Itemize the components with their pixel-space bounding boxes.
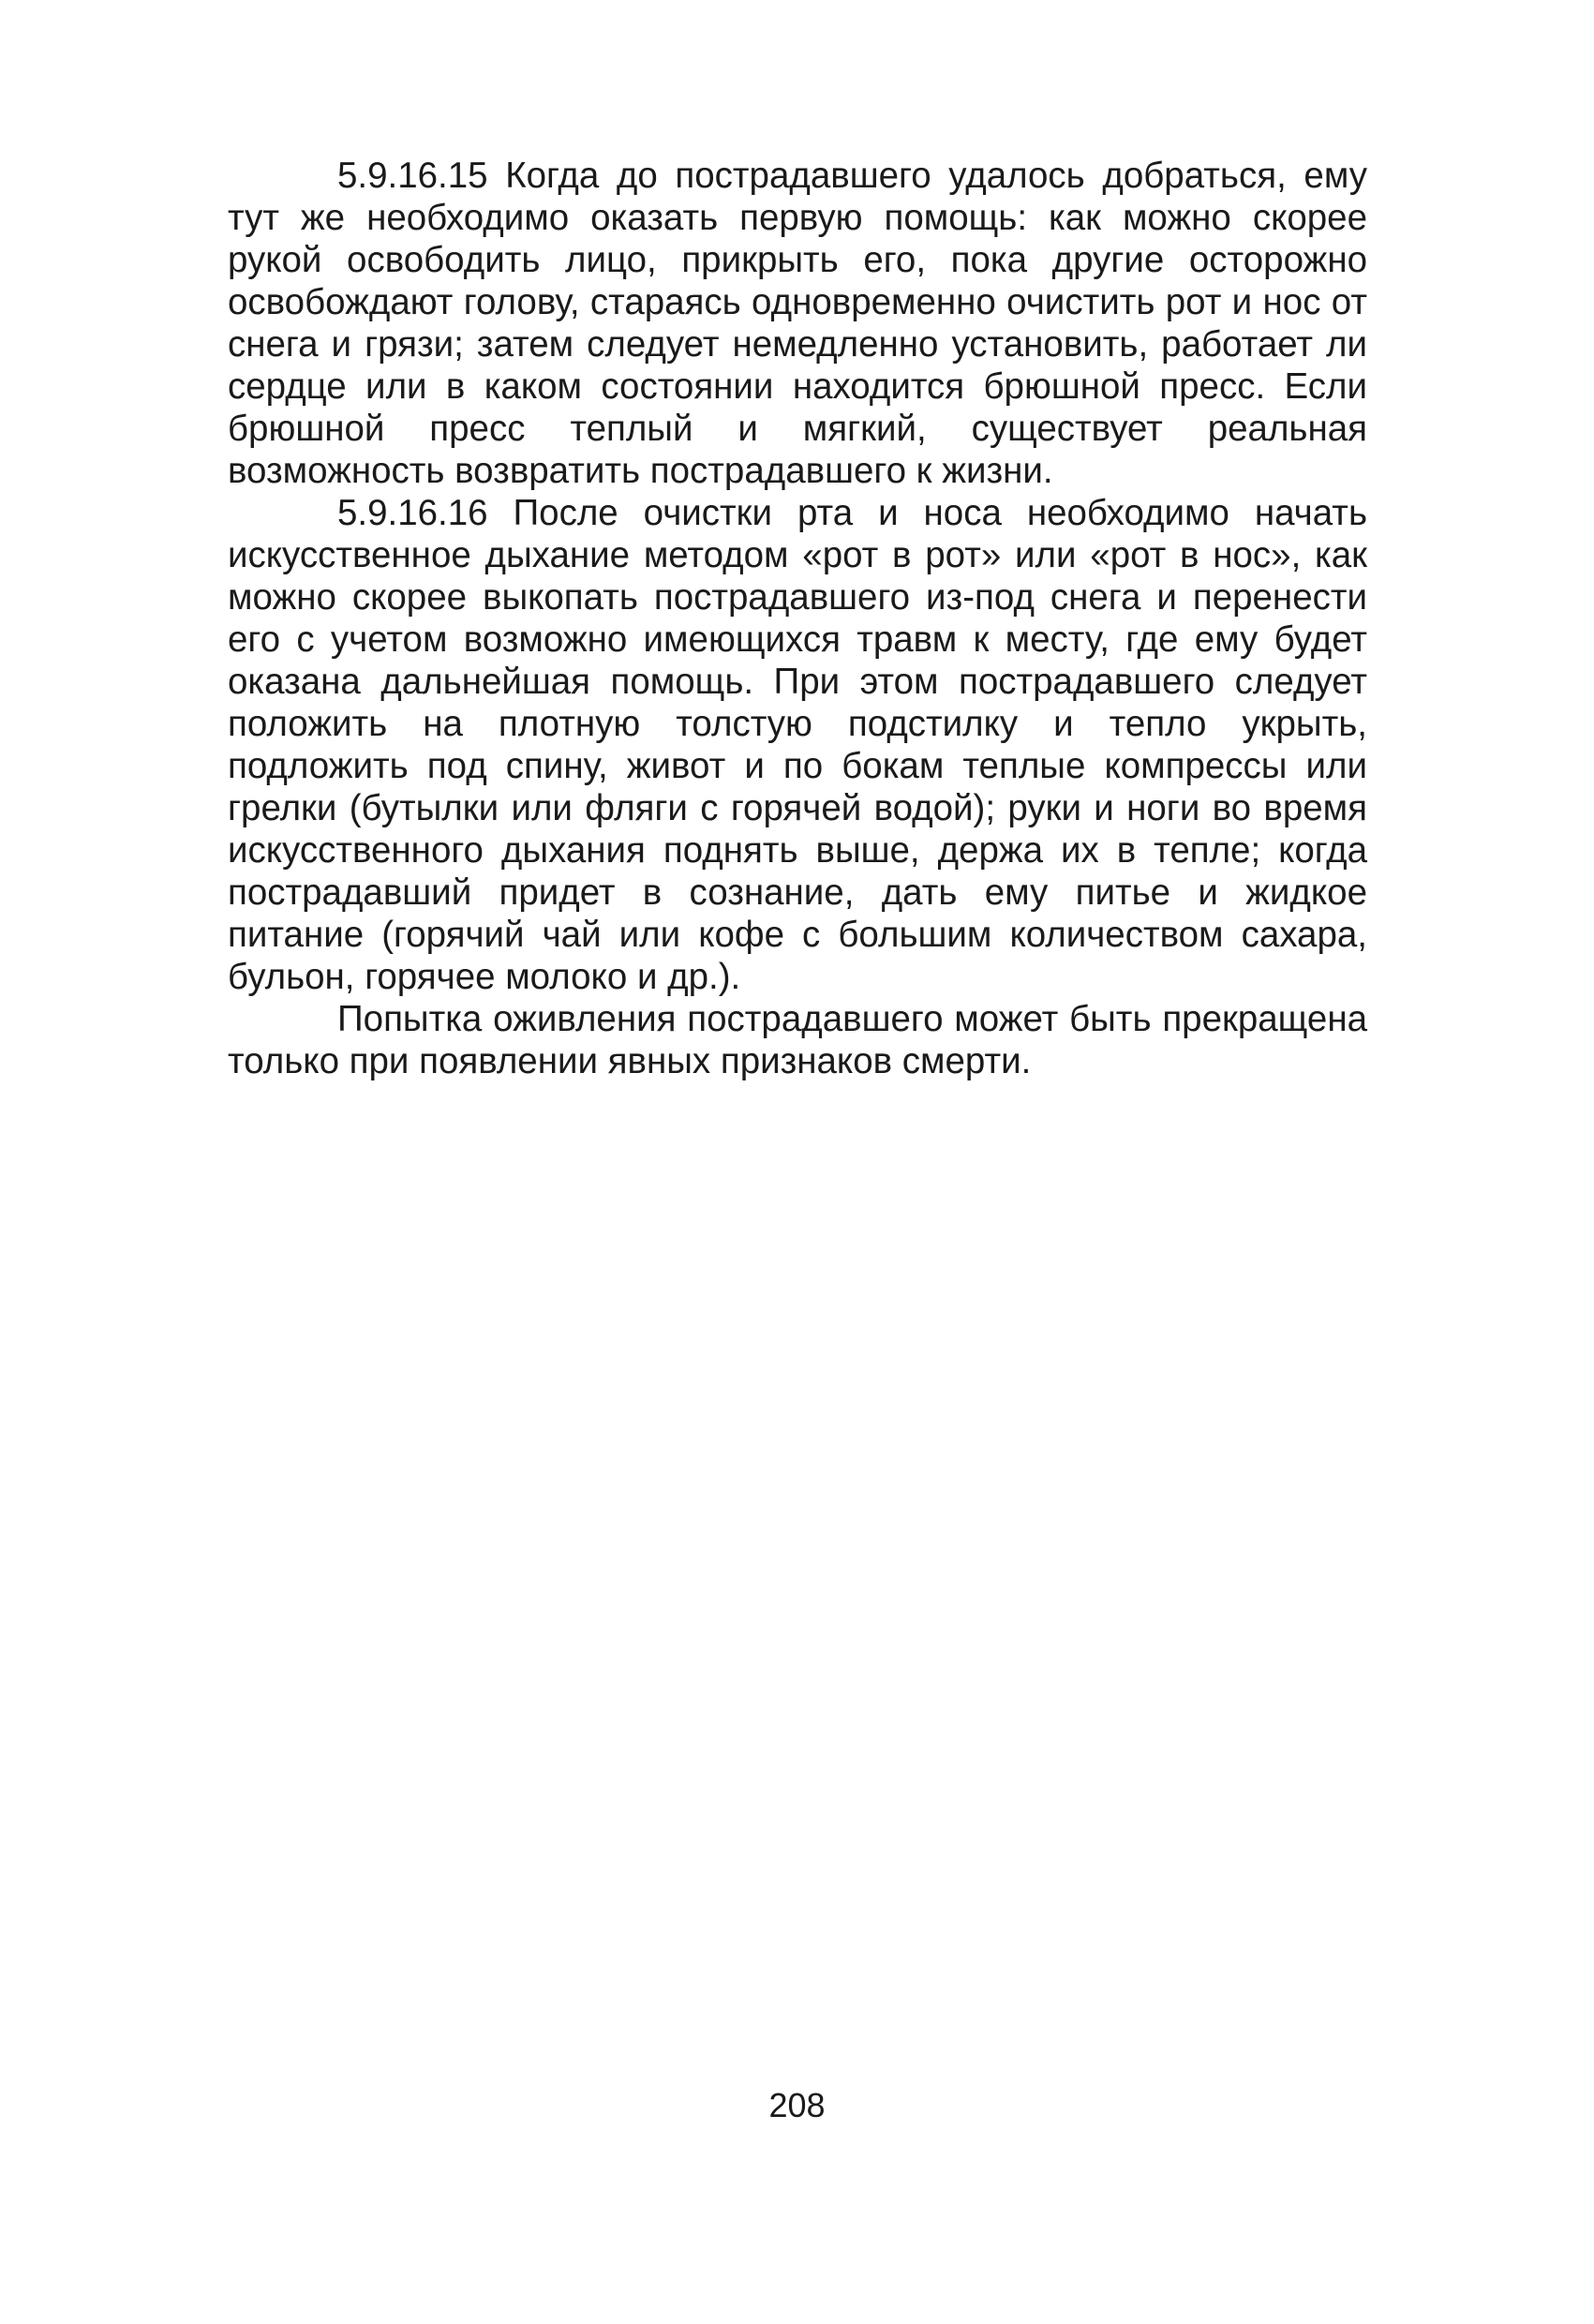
page-number: 208 [768, 2086, 826, 2124]
paragraph-5-9-16-16: 5.9.16.16 После очистки рта и носа необходимо начать искусственное дыхание методом «рот в рот» или «рот в нос», как можно скорее выкопать пострадавшего из-под снега и перенести его с учетом возможно имеющихся травм к месту, где ему будет оказана дальнейшая помощь. При этом пострадавшего следует положить на плотную толстую подстилку и тепло укрыть, подложить под спину, живот и по бокам теплые компрессы или грелки (бутылки или фляги с горячей водой); руки и ноги во время искусственного дыхания поднять выше, держа их в тепле; когда пострадавший придет в сознание, дать ему питье и жидкое питание (горячий чай или кофе с большим количеством сахара, бульон, горячее молоко и др.). [228, 493, 1367, 997]
paragraph-conclusion: Попытка оживления пострадавшего может быть прекращена только при появлении явных признаков смерти. [228, 999, 1367, 1081]
paragraph-5-9-16-15: 5.9.16.15 Когда до пострадавшего удалось добраться, ему тут же необходимо оказать первую помощь: как можно скорее рукой освободить лицо, прикрыть его, пока другие осторожно освобождают голову, стараясь одновременно очистить рот и нос от снега и грязи; затем следует немедленно установить, работает ли сердце или в каком состоянии находится брюшной пресс. Если брюшной пресс теплый и мягкий, существует реальная возможность возвратить пострадавшего к жизни. [228, 156, 1367, 491]
body-text [228, 155, 1367, 1082]
